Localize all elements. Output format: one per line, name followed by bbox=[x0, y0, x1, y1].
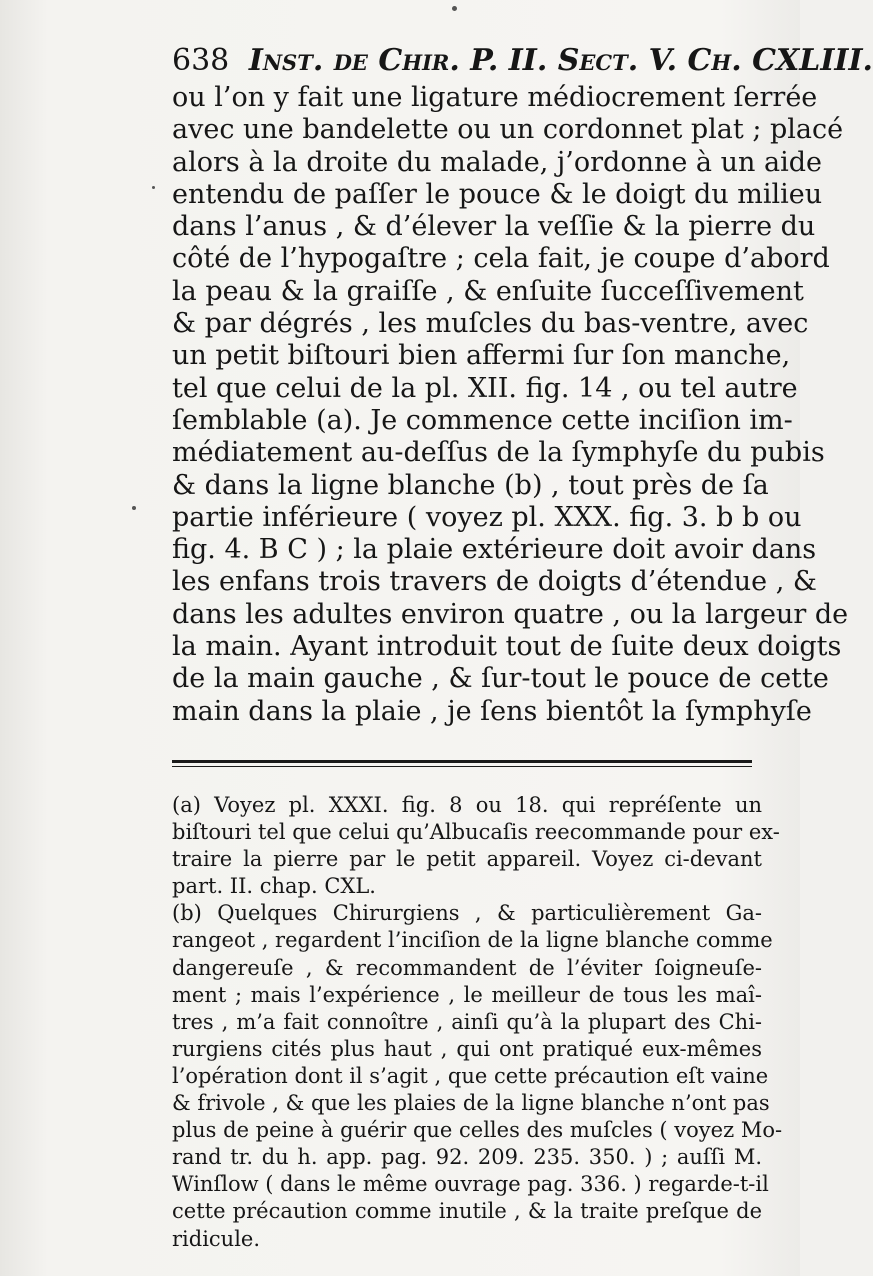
text-line: la main. Ayant introduit tout de ſuite deux doigts bbox=[172, 631, 842, 663]
text-line: avec une bandelette ou un cordonnet plat ; placé bbox=[172, 114, 844, 146]
page-number: 638 bbox=[172, 43, 230, 78]
text-line: main dans la plaie , je ſens bientôt la ſymphyſe bbox=[172, 695, 812, 727]
footnote-line: part. II. chap. CXL. bbox=[172, 874, 376, 899]
footnote-line: rand tr. du h. app. pag. 92. 209. 235. 350. ) ; auſſi M. bbox=[172, 1145, 762, 1170]
footnote-line: traire la pierre par le petit appareil. Voyez ci-devant bbox=[172, 847, 762, 872]
text-line: dans les adultes environ quatre , ou la largeur de bbox=[172, 598, 849, 630]
text-line: les enfans trois travers de doigts d’étendue , & bbox=[172, 566, 817, 598]
text-line: ou l’on y fait une ligature médiocrement ſerrée bbox=[172, 82, 818, 113]
footnote-line: cette précaution comme inutile , & la traite preſque de bbox=[172, 1199, 762, 1224]
main-text bbox=[172, 82, 849, 728]
text-line: alors à la droite du malade, j’ordonne à un aide bbox=[172, 146, 822, 178]
footnote-line: dangereuſe , & recommandent de l’éviter ſoigneuſe- bbox=[172, 955, 762, 980]
text-line: dans l’anus , & d’élever la veſſie & la pierre du bbox=[172, 211, 816, 243]
ink-spot bbox=[452, 6, 457, 11]
footnote-line: l’opération dont il s’agit , que cette précaution eſt vaine bbox=[172, 1063, 769, 1088]
footnote-line: biſtouri tel que celui qu’Albucaſis reecommande pour ex- bbox=[172, 820, 780, 845]
running-title: Inst. de Chir. P. II. Sect. V. Ch. CXLIII. bbox=[248, 43, 873, 78]
ink-spot bbox=[132, 506, 136, 510]
footnote-rule bbox=[172, 760, 752, 763]
footnote-line: plus de peine à guérir que celles des muſcles ( voyez Mo- bbox=[172, 1118, 783, 1143]
footnote-line: tres , m’a fait connoître , ainſi qu’à la plupart des Chi- bbox=[172, 1009, 762, 1034]
text-line: & par dégrés , les muſcles du bas-ventre, avec bbox=[172, 308, 809, 340]
text-line: la peau & la graiſſe , & enſuite ſucceſſivement bbox=[172, 275, 804, 307]
text-line: de la main gauche , & ſur-tout le pouce de cette bbox=[172, 663, 829, 695]
text-line: fig. 4. B C ) ; la plaie extérieure doit avoir dans bbox=[172, 534, 817, 566]
text-line: & dans la ligne blanche (b) , tout près de ſa bbox=[172, 469, 769, 501]
text-line: médiatement au-deſſus de la ſymphyſe du pubis bbox=[172, 437, 825, 469]
footnote-line: Winſlow ( dans le même ouvrage pag. 336. ) regarde-t-il bbox=[172, 1172, 769, 1197]
footnote-line: ment ; mais l’expérience , le meilleur de tous les maî- bbox=[172, 982, 762, 1007]
footnote-line: rangeot , regardent l’inciſion de la ligne blanche comme bbox=[172, 928, 773, 953]
text-line: tel que celui de la pl. XII. fig. 14 , ou tel autre bbox=[172, 372, 798, 404]
text-line: un petit biſtouri bien affermi ſur ſon manche, bbox=[172, 340, 791, 372]
page-header bbox=[172, 43, 873, 78]
footnote-line: (a) Voyez pl. XXXI. fig. 8 ou 18. qui repréſente un bbox=[172, 793, 762, 817]
footnote-line: rurgiens cités plus haut , qui ont pratiqué eux-mêmes bbox=[172, 1036, 762, 1061]
footnote-line: (b) Quelques Chirurgiens , & particulièrement Ga- bbox=[172, 901, 762, 926]
text-line: entendu de paſſer le pouce & le doigt du milieu bbox=[172, 178, 823, 210]
text-line: côté de l’hypogaſtre ; cela fait, je coupe d’abord bbox=[172, 243, 830, 275]
footnote-line: & frivole , & que les plaies de la ligne blanche n’ont pas bbox=[172, 1091, 770, 1116]
footnote-line: ridicule. bbox=[172, 1226, 261, 1251]
text-line: partie inférieure ( voyez pl. XXX. fig. 3. b b ou bbox=[172, 501, 802, 533]
footnotes bbox=[172, 792, 783, 1253]
footnote-rule-thin bbox=[172, 766, 752, 767]
ink-spot bbox=[152, 186, 155, 189]
text-line: ſemblable (a). Je commence cette inciſion im- bbox=[172, 404, 793, 436]
